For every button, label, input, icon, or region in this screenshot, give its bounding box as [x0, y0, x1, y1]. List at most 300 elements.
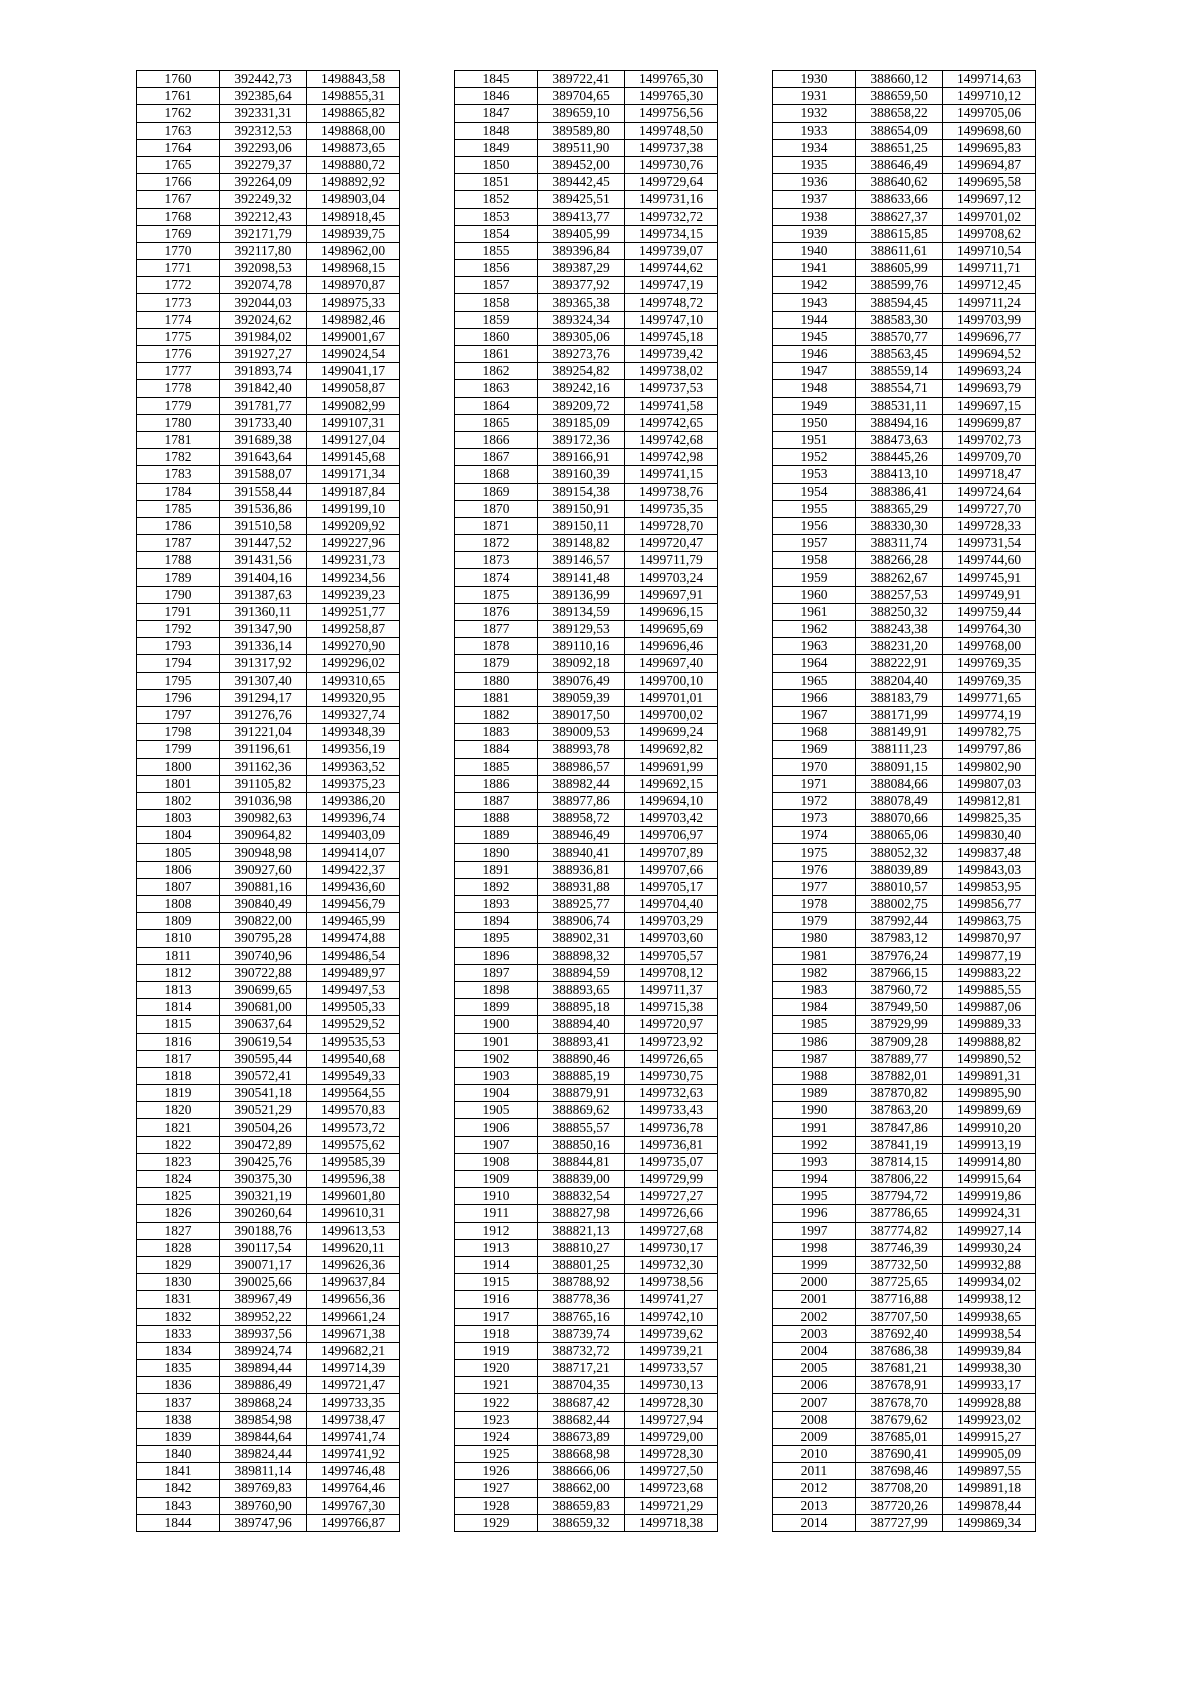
point-number-cell: 1846 — [455, 88, 538, 105]
y-coordinate-cell: 1499486,54 — [307, 947, 400, 964]
y-coordinate-cell: 1499024,54 — [307, 346, 400, 363]
point-number-cell: 1842 — [137, 1480, 220, 1497]
x-coordinate-cell: 388778,36 — [538, 1291, 625, 1308]
point-number-cell: 1786 — [137, 517, 220, 534]
point-number-cell: 1927 — [455, 1480, 538, 1497]
x-coordinate-cell: 389254,82 — [538, 363, 625, 380]
y-coordinate-cell: 1499731,16 — [625, 191, 718, 208]
point-number-cell: 1957 — [773, 535, 856, 552]
point-number-cell: 1871 — [455, 517, 538, 534]
point-number-cell: 1988 — [773, 1067, 856, 1084]
x-coordinate-cell: 387976,24 — [856, 947, 943, 964]
table-row — [137, 638, 400, 655]
x-coordinate-cell: 389452,00 — [538, 156, 625, 173]
table-row — [455, 569, 718, 586]
table-row — [773, 122, 1036, 139]
x-coordinate-cell: 388091,15 — [856, 758, 943, 775]
x-coordinate-cell: 387774,82 — [856, 1222, 943, 1239]
y-coordinate-cell: 1499924,31 — [943, 1205, 1036, 1222]
point-number-cell: 1982 — [773, 964, 856, 981]
x-coordinate-cell: 389824,44 — [220, 1446, 307, 1463]
x-coordinate-cell: 388659,50 — [856, 88, 943, 105]
x-coordinate-cell: 389967,49 — [220, 1291, 307, 1308]
table-row — [773, 242, 1036, 259]
point-number-cell: 2000 — [773, 1274, 856, 1291]
point-number-cell: 1979 — [773, 913, 856, 930]
point-number-cell: 2009 — [773, 1428, 856, 1445]
x-coordinate-cell: 389141,48 — [538, 569, 625, 586]
y-coordinate-cell: 1499889,33 — [943, 1016, 1036, 1033]
table-row — [773, 397, 1036, 414]
point-number-cell: 1967 — [773, 706, 856, 723]
x-coordinate-cell: 392117,80 — [220, 242, 307, 259]
point-number-cell: 1837 — [137, 1394, 220, 1411]
x-coordinate-cell: 388682,44 — [538, 1411, 625, 1428]
point-number-cell: 1888 — [455, 810, 538, 827]
y-coordinate-cell: 1499703,60 — [625, 930, 718, 947]
table-row — [455, 1033, 718, 1050]
point-number-cell: 1909 — [455, 1171, 538, 1188]
table-row — [137, 724, 400, 741]
point-number-cell: 1904 — [455, 1085, 538, 1102]
x-coordinate-cell: 388946,49 — [538, 827, 625, 844]
x-coordinate-cell: 388243,38 — [856, 621, 943, 638]
table-row — [137, 913, 400, 930]
table-row — [137, 88, 400, 105]
table-row — [455, 1136, 718, 1153]
y-coordinate-cell: 1499227,96 — [307, 535, 400, 552]
table-row — [137, 878, 400, 895]
x-coordinate-cell: 387983,12 — [856, 930, 943, 947]
x-coordinate-cell: 390740,96 — [220, 947, 307, 964]
point-number-cell: 1816 — [137, 1033, 220, 1050]
x-coordinate-cell: 392312,53 — [220, 122, 307, 139]
point-number-cell: 1852 — [455, 191, 538, 208]
point-number-cell: 1987 — [773, 1050, 856, 1067]
y-coordinate-cell: 1498982,46 — [307, 311, 400, 328]
point-number-cell: 1936 — [773, 174, 856, 191]
table-row — [137, 689, 400, 706]
x-coordinate-cell: 387949,50 — [856, 999, 943, 1016]
table-row — [455, 792, 718, 809]
table-row — [137, 981, 400, 998]
y-coordinate-cell: 1499715,38 — [625, 999, 718, 1016]
point-number-cell: 1976 — [773, 861, 856, 878]
point-number-cell: 1859 — [455, 311, 538, 328]
table-row — [137, 1377, 400, 1394]
table-row — [455, 1050, 718, 1067]
y-coordinate-cell: 1499701,02 — [943, 208, 1036, 225]
y-coordinate-cell: 1499535,53 — [307, 1033, 400, 1050]
x-coordinate-cell: 389589,80 — [538, 122, 625, 139]
y-coordinate-cell: 1499310,65 — [307, 672, 400, 689]
x-coordinate-cell: 388010,57 — [856, 878, 943, 895]
x-coordinate-cell: 389387,29 — [538, 260, 625, 277]
y-coordinate-cell: 1499697,40 — [625, 655, 718, 672]
table-row — [773, 689, 1036, 706]
x-coordinate-cell: 389273,76 — [538, 346, 625, 363]
point-number-cell: 1825 — [137, 1188, 220, 1205]
table-row — [773, 328, 1036, 345]
y-coordinate-cell: 1499711,71 — [943, 260, 1036, 277]
x-coordinate-cell: 388659,83 — [538, 1497, 625, 1514]
point-number-cell: 2014 — [773, 1514, 856, 1531]
table-row — [137, 1171, 400, 1188]
point-number-cell: 1934 — [773, 139, 856, 156]
y-coordinate-cell: 1499386,20 — [307, 792, 400, 809]
x-coordinate-cell: 388171,99 — [856, 706, 943, 723]
x-coordinate-cell: 387690,41 — [856, 1446, 943, 1463]
x-coordinate-cell: 388660,12 — [856, 71, 943, 88]
x-coordinate-cell: 389854,98 — [220, 1411, 307, 1428]
point-number-cell: 1953 — [773, 466, 856, 483]
point-number-cell: 1810 — [137, 930, 220, 947]
table-row — [137, 277, 400, 294]
x-coordinate-cell: 388732,72 — [538, 1342, 625, 1359]
y-coordinate-cell: 1499727,68 — [625, 1222, 718, 1239]
y-coordinate-cell: 1499497,53 — [307, 981, 400, 998]
table-row — [773, 1342, 1036, 1359]
table-row — [773, 346, 1036, 363]
table-row — [137, 139, 400, 156]
table-row — [137, 208, 400, 225]
table-row — [773, 431, 1036, 448]
y-coordinate-cell: 1499749,91 — [943, 586, 1036, 603]
y-coordinate-cell: 1499738,56 — [625, 1274, 718, 1291]
y-coordinate-cell: 1499738,47 — [307, 1411, 400, 1428]
x-coordinate-cell: 389305,06 — [538, 328, 625, 345]
x-coordinate-cell: 390260,64 — [220, 1205, 307, 1222]
y-coordinate-cell: 1499707,89 — [625, 844, 718, 861]
point-number-cell: 1766 — [137, 174, 220, 191]
y-coordinate-cell: 1499738,76 — [625, 483, 718, 500]
point-number-cell: 1910 — [455, 1188, 538, 1205]
table-row — [137, 346, 400, 363]
table-row — [137, 1342, 400, 1359]
x-coordinate-cell: 388936,81 — [538, 861, 625, 878]
x-coordinate-cell: 387678,70 — [856, 1394, 943, 1411]
x-coordinate-cell: 388065,06 — [856, 827, 943, 844]
point-number-cell: 1996 — [773, 1205, 856, 1222]
point-number-cell: 1897 — [455, 964, 538, 981]
y-coordinate-cell: 1499127,04 — [307, 431, 400, 448]
x-coordinate-cell: 392074,78 — [220, 277, 307, 294]
point-number-cell: 1873 — [455, 552, 538, 569]
y-coordinate-cell: 1499145,68 — [307, 449, 400, 466]
x-coordinate-cell: 388850,16 — [538, 1136, 625, 1153]
y-coordinate-cell: 1499899,69 — [943, 1102, 1036, 1119]
table-row — [137, 1239, 400, 1256]
y-coordinate-cell: 1499728,30 — [625, 1446, 718, 1463]
x-coordinate-cell: 388894,40 — [538, 1016, 625, 1033]
x-coordinate-cell: 389134,59 — [538, 603, 625, 620]
x-coordinate-cell: 391317,92 — [220, 655, 307, 672]
x-coordinate-cell: 387889,77 — [856, 1050, 943, 1067]
y-coordinate-cell: 1499711,24 — [943, 294, 1036, 311]
point-number-cell: 1857 — [455, 277, 538, 294]
x-coordinate-cell: 389150,91 — [538, 500, 625, 517]
table-row — [773, 706, 1036, 723]
x-coordinate-cell: 387732,50 — [856, 1256, 943, 1273]
y-coordinate-cell: 1499768,00 — [943, 638, 1036, 655]
y-coordinate-cell: 1499737,53 — [625, 380, 718, 397]
y-coordinate-cell: 1499727,70 — [943, 500, 1036, 517]
y-coordinate-cell: 1499737,38 — [625, 139, 718, 156]
x-coordinate-cell: 389937,56 — [220, 1325, 307, 1342]
y-coordinate-cell: 1499870,97 — [943, 930, 1036, 947]
x-coordinate-cell: 390982,63 — [220, 810, 307, 827]
point-number-cell: 1889 — [455, 827, 538, 844]
table-row — [137, 1188, 400, 1205]
y-coordinate-cell: 1499540,68 — [307, 1050, 400, 1067]
y-coordinate-cell: 1499403,09 — [307, 827, 400, 844]
x-coordinate-cell: 389209,72 — [538, 397, 625, 414]
table-row — [137, 1497, 400, 1514]
x-coordinate-cell: 388982,44 — [538, 775, 625, 792]
table-row — [773, 380, 1036, 397]
y-coordinate-cell: 1499915,27 — [943, 1428, 1036, 1445]
y-coordinate-cell: 1499837,48 — [943, 844, 1036, 861]
table-row — [137, 775, 400, 792]
point-number-cell: 1925 — [455, 1446, 538, 1463]
table-row — [137, 999, 400, 1016]
x-coordinate-cell: 388879,91 — [538, 1085, 625, 1102]
y-coordinate-cell: 1499741,74 — [307, 1428, 400, 1445]
point-number-cell: 1760 — [137, 71, 220, 88]
table-row — [773, 294, 1036, 311]
x-coordinate-cell: 391360,11 — [220, 603, 307, 620]
y-coordinate-cell: 1499807,03 — [943, 775, 1036, 792]
y-coordinate-cell: 1499704,40 — [625, 896, 718, 913]
x-coordinate-cell: 389413,77 — [538, 208, 625, 225]
table-row — [773, 483, 1036, 500]
x-coordinate-cell: 388666,06 — [538, 1463, 625, 1480]
point-number-cell: 1960 — [773, 586, 856, 603]
y-coordinate-cell: 1499695,69 — [625, 621, 718, 638]
x-coordinate-cell: 388925,77 — [538, 896, 625, 913]
y-coordinate-cell: 1499696,46 — [625, 638, 718, 655]
table-row — [455, 1428, 718, 1445]
x-coordinate-cell: 388832,54 — [538, 1188, 625, 1205]
table-row — [455, 827, 718, 844]
y-coordinate-cell: 1498843,58 — [307, 71, 400, 88]
point-number-cell: 1995 — [773, 1188, 856, 1205]
table-row — [455, 1188, 718, 1205]
x-coordinate-cell: 391221,04 — [220, 724, 307, 741]
y-coordinate-cell: 1499694,87 — [943, 156, 1036, 173]
table-row — [455, 431, 718, 448]
point-number-cell: 1918 — [455, 1325, 538, 1342]
x-coordinate-cell: 392212,43 — [220, 208, 307, 225]
point-number-cell: 1990 — [773, 1102, 856, 1119]
point-number-cell: 1791 — [137, 603, 220, 620]
y-coordinate-cell: 1498975,33 — [307, 294, 400, 311]
y-coordinate-cell: 1499700,10 — [625, 672, 718, 689]
x-coordinate-cell: 390722,88 — [220, 964, 307, 981]
y-coordinate-cell: 1499769,35 — [943, 672, 1036, 689]
y-coordinate-cell: 1499626,36 — [307, 1256, 400, 1273]
point-number-cell: 1949 — [773, 397, 856, 414]
point-number-cell: 1830 — [137, 1274, 220, 1291]
y-coordinate-cell: 1499708,12 — [625, 964, 718, 981]
y-coordinate-cell: 1499732,72 — [625, 208, 718, 225]
y-coordinate-cell: 1499769,35 — [943, 655, 1036, 672]
table-row — [137, 71, 400, 88]
table-row — [455, 311, 718, 328]
y-coordinate-cell: 1499748,50 — [625, 122, 718, 139]
y-coordinate-cell: 1499746,48 — [307, 1463, 400, 1480]
point-number-cell: 1800 — [137, 758, 220, 775]
y-coordinate-cell: 1499923,02 — [943, 1411, 1036, 1428]
table-row — [137, 964, 400, 981]
point-number-cell: 1844 — [137, 1514, 220, 1531]
table-row — [137, 1480, 400, 1497]
y-coordinate-cell: 1499697,12 — [943, 191, 1036, 208]
x-coordinate-cell: 389076,49 — [538, 672, 625, 689]
y-coordinate-cell: 1499375,23 — [307, 775, 400, 792]
table-row — [137, 328, 400, 345]
table-row — [773, 1308, 1036, 1325]
table-row — [773, 1428, 1036, 1445]
x-coordinate-cell: 390188,76 — [220, 1222, 307, 1239]
x-coordinate-cell: 388445,26 — [856, 449, 943, 466]
x-coordinate-cell: 389760,90 — [220, 1497, 307, 1514]
x-coordinate-cell: 390681,00 — [220, 999, 307, 1016]
x-coordinate-cell: 387992,44 — [856, 913, 943, 930]
x-coordinate-cell: 389405,99 — [538, 225, 625, 242]
y-coordinate-cell: 1499698,60 — [943, 122, 1036, 139]
table-row — [137, 1153, 400, 1170]
table-row — [455, 517, 718, 534]
table-row — [455, 775, 718, 792]
point-number-cell: 1997 — [773, 1222, 856, 1239]
y-coordinate-cell: 1499727,50 — [625, 1463, 718, 1480]
point-number-cell: 1767 — [137, 191, 220, 208]
table-row — [773, 517, 1036, 534]
x-coordinate-cell: 387698,46 — [856, 1463, 943, 1480]
table-row — [773, 105, 1036, 122]
x-coordinate-cell: 388365,29 — [856, 500, 943, 517]
point-number-cell: 1848 — [455, 122, 538, 139]
point-number-cell: 1887 — [455, 792, 538, 809]
y-coordinate-cell: 1499637,84 — [307, 1274, 400, 1291]
coordinates-table-1 — [136, 70, 400, 1532]
y-coordinate-cell: 1499742,10 — [625, 1308, 718, 1325]
x-coordinate-cell: 388386,41 — [856, 483, 943, 500]
point-number-cell: 1869 — [455, 483, 538, 500]
x-coordinate-cell: 389425,51 — [538, 191, 625, 208]
point-number-cell: 1838 — [137, 1411, 220, 1428]
y-coordinate-cell: 1499720,97 — [625, 1016, 718, 1033]
y-coordinate-cell: 1499251,77 — [307, 603, 400, 620]
point-number-cell: 1940 — [773, 242, 856, 259]
x-coordinate-cell: 390472,89 — [220, 1136, 307, 1153]
y-coordinate-cell: 1499465,99 — [307, 913, 400, 930]
table-row — [773, 1325, 1036, 1342]
y-coordinate-cell: 1499694,10 — [625, 792, 718, 809]
x-coordinate-cell: 388717,21 — [538, 1360, 625, 1377]
table-row — [455, 156, 718, 173]
y-coordinate-cell: 1499730,75 — [625, 1067, 718, 1084]
x-coordinate-cell: 387882,01 — [856, 1067, 943, 1084]
table-row — [773, 586, 1036, 603]
point-number-cell: 1955 — [773, 500, 856, 517]
x-coordinate-cell: 389894,44 — [220, 1360, 307, 1377]
y-coordinate-cell: 1499735,35 — [625, 500, 718, 517]
y-coordinate-cell: 1499699,87 — [943, 414, 1036, 431]
x-coordinate-cell: 387794,72 — [856, 1188, 943, 1205]
point-number-cell: 1779 — [137, 397, 220, 414]
point-number-cell: 1833 — [137, 1325, 220, 1342]
point-number-cell: 2005 — [773, 1360, 856, 1377]
x-coordinate-cell: 391984,02 — [220, 328, 307, 345]
y-coordinate-cell: 1499661,24 — [307, 1308, 400, 1325]
table-row — [773, 260, 1036, 277]
table-row — [455, 1222, 718, 1239]
point-number-cell: 1938 — [773, 208, 856, 225]
x-coordinate-cell: 387725,65 — [856, 1274, 943, 1291]
x-coordinate-cell: 387960,72 — [856, 981, 943, 998]
table-row — [455, 913, 718, 930]
point-number-cell: 1880 — [455, 672, 538, 689]
y-coordinate-cell: 1499705,57 — [625, 947, 718, 964]
y-coordinate-cell: 1499888,82 — [943, 1033, 1036, 1050]
point-number-cell: 1861 — [455, 346, 538, 363]
x-coordinate-cell: 392024,62 — [220, 311, 307, 328]
y-coordinate-cell: 1499738,02 — [625, 363, 718, 380]
x-coordinate-cell: 388250,32 — [856, 603, 943, 620]
y-coordinate-cell: 1499739,21 — [625, 1342, 718, 1359]
x-coordinate-cell: 388893,65 — [538, 981, 625, 998]
y-coordinate-cell: 1499729,64 — [625, 174, 718, 191]
table-row — [773, 156, 1036, 173]
y-coordinate-cell: 1499703,24 — [625, 569, 718, 586]
table-row — [455, 1394, 718, 1411]
table-row — [773, 1291, 1036, 1308]
point-number-cell: 2008 — [773, 1411, 856, 1428]
x-coordinate-cell: 389166,91 — [538, 449, 625, 466]
point-number-cell: 1822 — [137, 1136, 220, 1153]
table-row — [773, 1085, 1036, 1102]
point-number-cell: 1916 — [455, 1291, 538, 1308]
table-row — [137, 1360, 400, 1377]
y-coordinate-cell: 1499735,07 — [625, 1153, 718, 1170]
y-coordinate-cell: 1499231,73 — [307, 552, 400, 569]
point-number-cell: 1843 — [137, 1497, 220, 1514]
y-coordinate-cell: 1499910,20 — [943, 1119, 1036, 1136]
x-coordinate-cell: 390117,54 — [220, 1239, 307, 1256]
point-number-cell: 1929 — [455, 1514, 538, 1531]
table-row — [455, 1497, 718, 1514]
point-number-cell: 1826 — [137, 1205, 220, 1222]
table-row — [455, 621, 718, 638]
x-coordinate-cell: 388986,57 — [538, 758, 625, 775]
x-coordinate-cell: 388651,25 — [856, 139, 943, 156]
point-number-cell: 1911 — [455, 1205, 538, 1222]
x-coordinate-cell: 387692,40 — [856, 1325, 943, 1342]
table-row — [137, 1514, 400, 1531]
x-coordinate-cell: 388895,18 — [538, 999, 625, 1016]
table-row — [137, 827, 400, 844]
x-coordinate-cell: 388662,00 — [538, 1480, 625, 1497]
table-row — [455, 603, 718, 620]
x-coordinate-cell: 388633,66 — [856, 191, 943, 208]
table-row — [773, 1016, 1036, 1033]
table-row — [455, 724, 718, 741]
x-coordinate-cell: 388821,13 — [538, 1222, 625, 1239]
table-row — [137, 1016, 400, 1033]
table-row — [773, 466, 1036, 483]
